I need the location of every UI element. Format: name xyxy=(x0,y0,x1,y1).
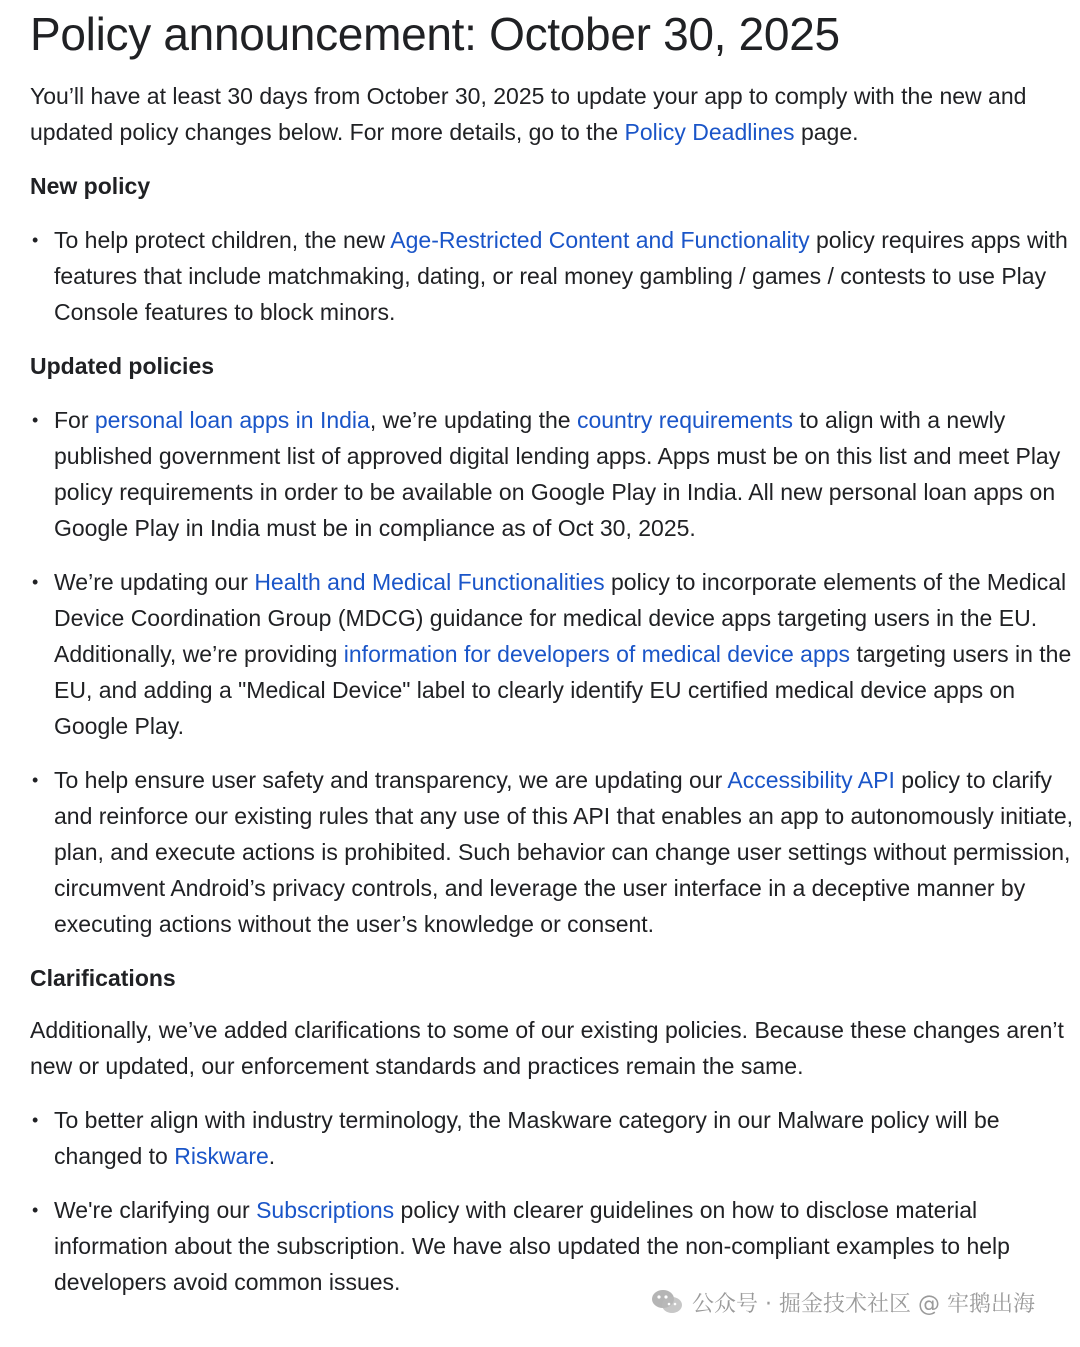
intro-paragraph: You’ll have at least 30 days from October 30, 2025 to update your app to comply with the new and updated policy changes below. For more details, go to the Policy Deadlines page. xyxy=(30,83,1027,145)
bullet-icon: • xyxy=(32,1110,39,1130)
new-policy-list xyxy=(30,222,1076,330)
updated-policies-heading: Updated policies xyxy=(30,353,215,379)
wechat-icon xyxy=(650,1288,684,1316)
list-item: • To better align with industry terminology, the Maskware category in our Malware policy will be changed to Riskware. xyxy=(30,1102,1076,1174)
bullet-icon: • xyxy=(32,1200,39,1220)
list-item: • To help ensure user safety and transparency, we are updating our Accessibility API policy to clarify and reinforce our existing rules that any use of this API that enables an app to autonomously initiate, plan, and execute actions is prohibited. Such behavior can change user settings without permission, circumvent Android’s privacy controls, and leverage the user interface in a deceptive manner by executing actions without the user’s knowledge or consent. xyxy=(30,762,1076,942)
watermark xyxy=(650,1284,1035,1320)
country-requirements-link[interactable]: country requirements xyxy=(576,407,793,433)
new-policy-heading: New policy xyxy=(30,173,151,199)
subscriptions-link[interactable]: Subscriptions xyxy=(256,1197,395,1223)
watermark-text: 公众号 · 掘金技术社区 @ 牢鹅出海 xyxy=(692,1291,1035,1317)
riskware-link[interactable]: Riskware xyxy=(174,1143,269,1169)
clarifications-list xyxy=(30,1102,1076,1300)
bullet-icon: • xyxy=(32,410,39,430)
accessibility-api-link[interactable]: Accessibility API xyxy=(727,767,895,793)
policy-deadlines-link[interactable]: Policy Deadlines xyxy=(624,119,795,145)
health-medical-functionalities-link[interactable]: Health and Medical Functionalities xyxy=(254,569,605,595)
medical-device-developers-info-link[interactable]: information for developers of medical device apps xyxy=(343,641,851,667)
list-item: • We're clarifying our Subscriptions policy with clearer guidelines on how to disclose material information about the subscription. We have also updated the non-compliant examples to help developers avoid common issues. xyxy=(30,1192,1076,1300)
page-title: Policy announcement: October 30, 2025 xyxy=(30,8,840,60)
clarifications-intro: Additionally, we’ve added clarifications to some of our existing policies. Because these changes aren’t new or updated, our enforcement standards and practices remain the same. xyxy=(30,1017,1064,1079)
age-restricted-content-link[interactable]: Age-Restricted Content and Functionality xyxy=(390,227,810,253)
bullet-icon: • xyxy=(32,770,39,790)
bullet-icon: • xyxy=(32,230,39,250)
bullet-icon: • xyxy=(32,572,39,592)
list-item: • To help protect children, the new Age-Restricted Content and Functionality policy requires apps with features that include matchmaking, dating, or real money gambling / games / contests to use Play Console features to block minors. xyxy=(30,222,1076,330)
list-item: • For personal loan apps in India, we’re updating the country requirements to align with a newly published government list of approved digital lending apps. Apps must be on this list and meet Play policy requirements in order to be available on Google Play in India. All new personal loan apps on Google Play in India must be in compliance as of Oct 30, 2025. xyxy=(30,402,1076,546)
clarifications-heading: Clarifications xyxy=(30,965,176,991)
updated-policies-list xyxy=(30,402,1076,942)
list-item: • We’re updating our Health and Medical Functionalities policy to incorporate elements of the Medical Device Coordination Group (MDCG) guidance for medical device apps targeting users in the EU. Additionally, we’re providing information for developers of medical device apps targeting users in the EU, and adding a "Medical Device" label to clearly identify EU certified medical device apps on Google Play. xyxy=(30,564,1076,744)
policy-document xyxy=(30,0,1076,1300)
personal-loan-apps-link[interactable]: personal loan apps in India xyxy=(94,407,370,433)
